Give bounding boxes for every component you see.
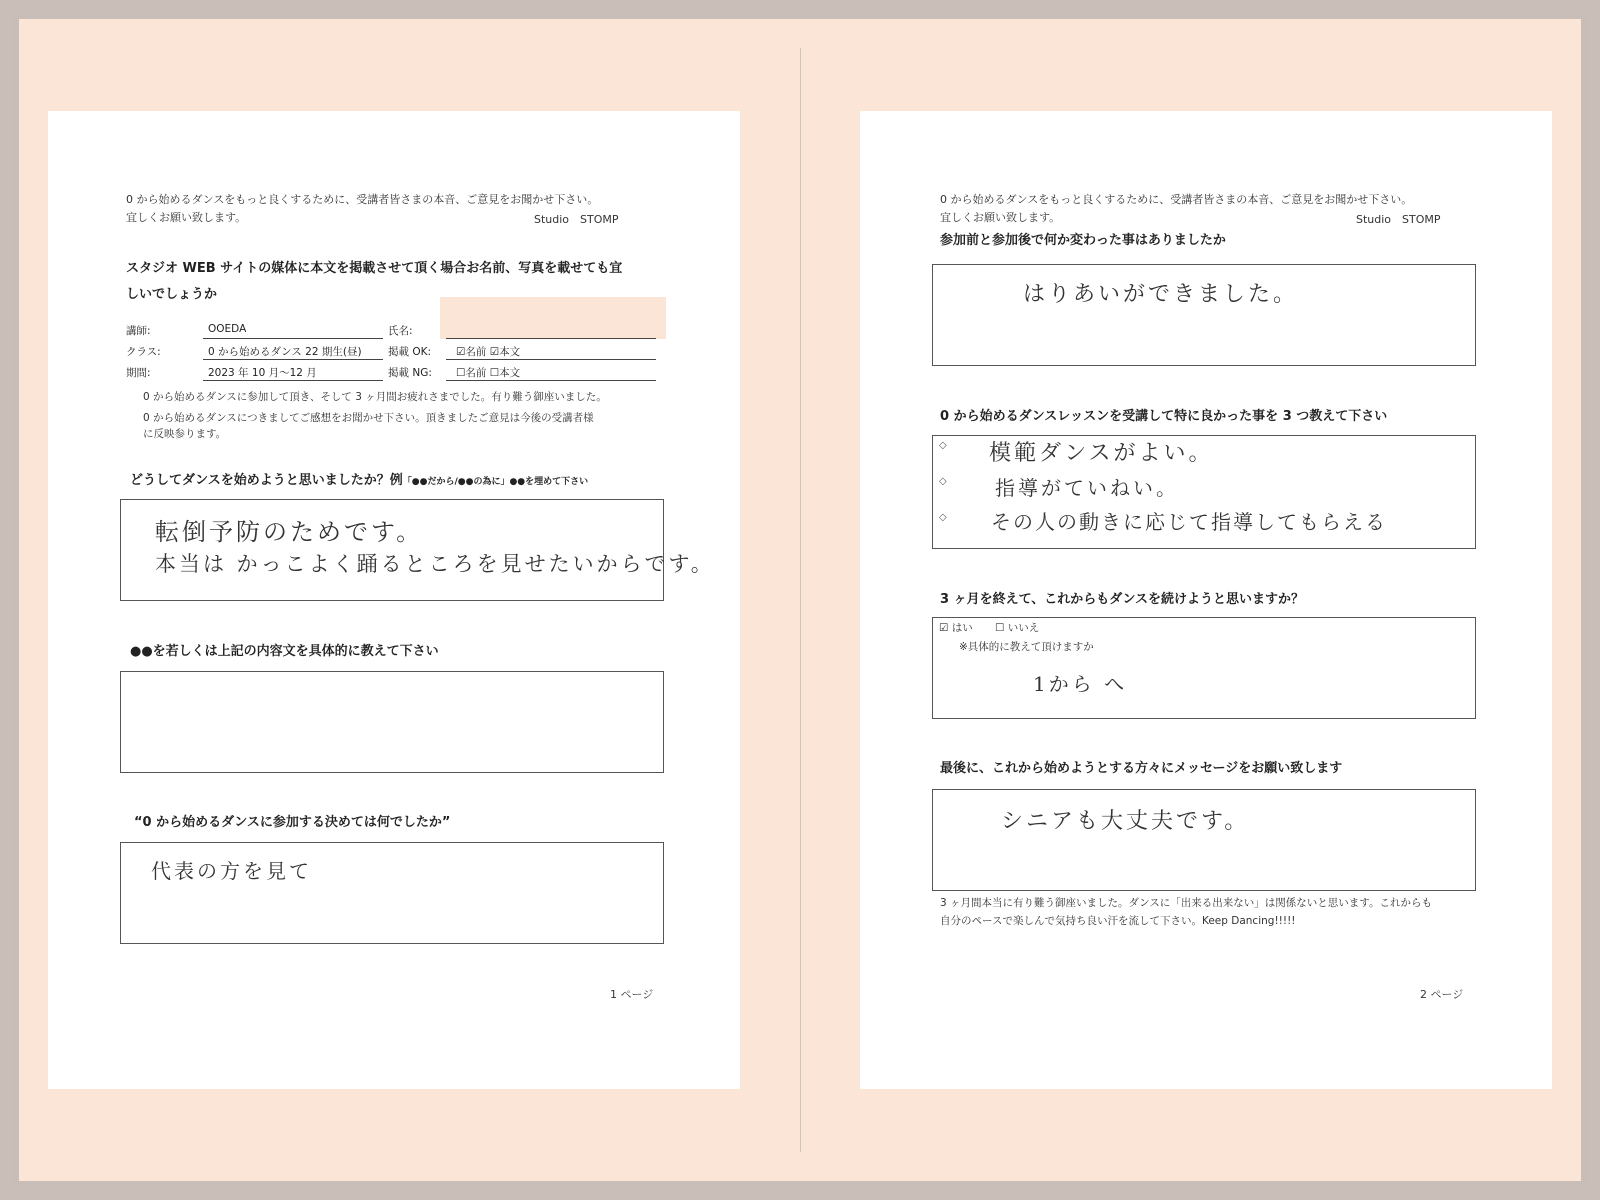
yes-option[interactable]: ☑ はい: [939, 622, 973, 634]
class-label: クラス:: [126, 346, 161, 358]
answer-box-3[interactable]: [120, 842, 664, 944]
closing-line-2: 自分のペースで楽しんで気持ち良い汗を流して下さい。Keep Dancing!!!!!: [940, 915, 1296, 927]
answer-5-item-3: その人の動きに応じて指導してもらえる: [991, 510, 1387, 534]
diamond-icon: ◇: [939, 440, 947, 451]
answer-3: 代表の方を見て: [151, 859, 312, 883]
class-value: 0 から始めるダンス 22 期生(昼): [208, 346, 362, 358]
answer-7: シニアも大丈夫です。: [1001, 809, 1250, 834]
name-label: 氏名:: [388, 325, 413, 337]
intro-line-2: 宜しくお願い致します。: [940, 211, 1061, 224]
question-6-note: ※具体的に教えて頂けますか: [959, 641, 1094, 653]
answer-5-item-2: 指導がていねい。: [995, 476, 1179, 500]
question-1-example: 「●●だから/●●の為に」●●を埋めて下さい: [402, 477, 589, 487]
answer-6: 1から へ: [1033, 672, 1128, 696]
intro-line-1: 0 から始めるダンスをもっと良くするために、受講者皆さまの本音、ご意見をお聞かせ下さい。: [126, 193, 599, 206]
answer-1-line-2: 本当は かっこよく踊るところを見せたいからです。: [155, 552, 715, 576]
question-5: 0 から始めるダンスレッスンを受講して特に良かった事を 3 つ教えて下さい: [940, 409, 1388, 424]
publish-ok-value: ☑名前 ☑本文: [456, 346, 521, 358]
publish-ng-value: ☐名前 ☐本文: [456, 367, 521, 379]
answer-box-5[interactable]: [932, 435, 1476, 549]
page-number-1: 1 ページ: [610, 988, 654, 1001]
web-question-line-2: しいでしょうか: [126, 287, 218, 302]
answer-box-2[interactable]: [120, 671, 664, 773]
feedback-line-2: に反映参ります。: [143, 428, 227, 440]
question-6: 3 ヶ月を終えて、これからもダンスを続けようと思いますか？: [940, 592, 1305, 607]
feedback-line-1: 0 から始めるダンスにつきましてご感想をお聞かせ下さい。頂きましたご意見は今後の受講者様: [143, 412, 594, 424]
question-2: ●●を若しくは上記の内容文を具体的に教えて下さい: [130, 644, 439, 659]
diamond-icon: ◇: [939, 512, 947, 523]
center-divider: [800, 48, 801, 1152]
intro-line-1: 0 から始めるダンスをもっと良くするために、受講者皆さまの本音、ご意見をお聞かせ下さい。: [940, 193, 1413, 206]
answer-box-1[interactable]: [120, 499, 715, 601]
answer-box-7[interactable]: [932, 789, 1476, 891]
question-7: 最後に、これから始めようとする方々にメッセージをお願い致します: [940, 761, 1343, 776]
question-3: “0 から始めるダンスに参加する決めては何でしたか”: [134, 815, 451, 830]
survey-page-2: [860, 111, 1552, 1089]
diamond-icon: ◇: [939, 476, 947, 487]
no-option[interactable]: ☐ いいえ: [995, 622, 1040, 634]
studio-name: Studio STOMP: [534, 213, 619, 226]
answer-4: はりあいができました。: [1023, 282, 1299, 307]
survey-page-1: [48, 111, 740, 1089]
answer-5-item-1: 模範ダンスがよい。: [989, 441, 1214, 466]
thanks-line: 0 から始めるダンスに参加して頂き、そして 3 ヶ月間お疲れさまでした。有り難う御座いました。: [143, 391, 607, 403]
answer-1-line-1: 転倒予防のためです。: [155, 518, 424, 546]
question-1-text: どうしてダンスを始めようと思いましたか？例: [130, 473, 403, 488]
instructor-value: OOEDA: [208, 323, 247, 335]
answer-box-4[interactable]: [932, 264, 1476, 366]
closing-line-1: 3 ヶ月間本当に有り難う御座いました。ダンスに「出来る出来ない」は関係ないと思います。これからも: [940, 897, 1432, 909]
question-1: [130, 469, 588, 488]
period-label: 期間:: [126, 367, 151, 379]
redacted-name: [440, 297, 666, 339]
instructor-label: 講師:: [126, 325, 151, 337]
studio-name: Studio STOMP: [1356, 213, 1441, 226]
page-number-2: 2 ページ: [1420, 988, 1464, 1001]
answer-box-6[interactable]: [932, 617, 1476, 719]
web-question-line-1: スタジオ WEB サイトの媒体に本文を掲載させて頂く場合お名前、写真を載せても宜: [126, 261, 623, 276]
period-value: 2023 年 10 月〜12 月: [208, 367, 317, 379]
intro-line-2: 宜しくお願い致します。: [126, 211, 247, 224]
publish-ok-label: 掲載 OK:: [388, 346, 432, 358]
publish-ng-label: 掲載 NG:: [388, 367, 432, 379]
question-4: 参加前と参加後で何か変わった事はありましたか: [940, 233, 1226, 248]
